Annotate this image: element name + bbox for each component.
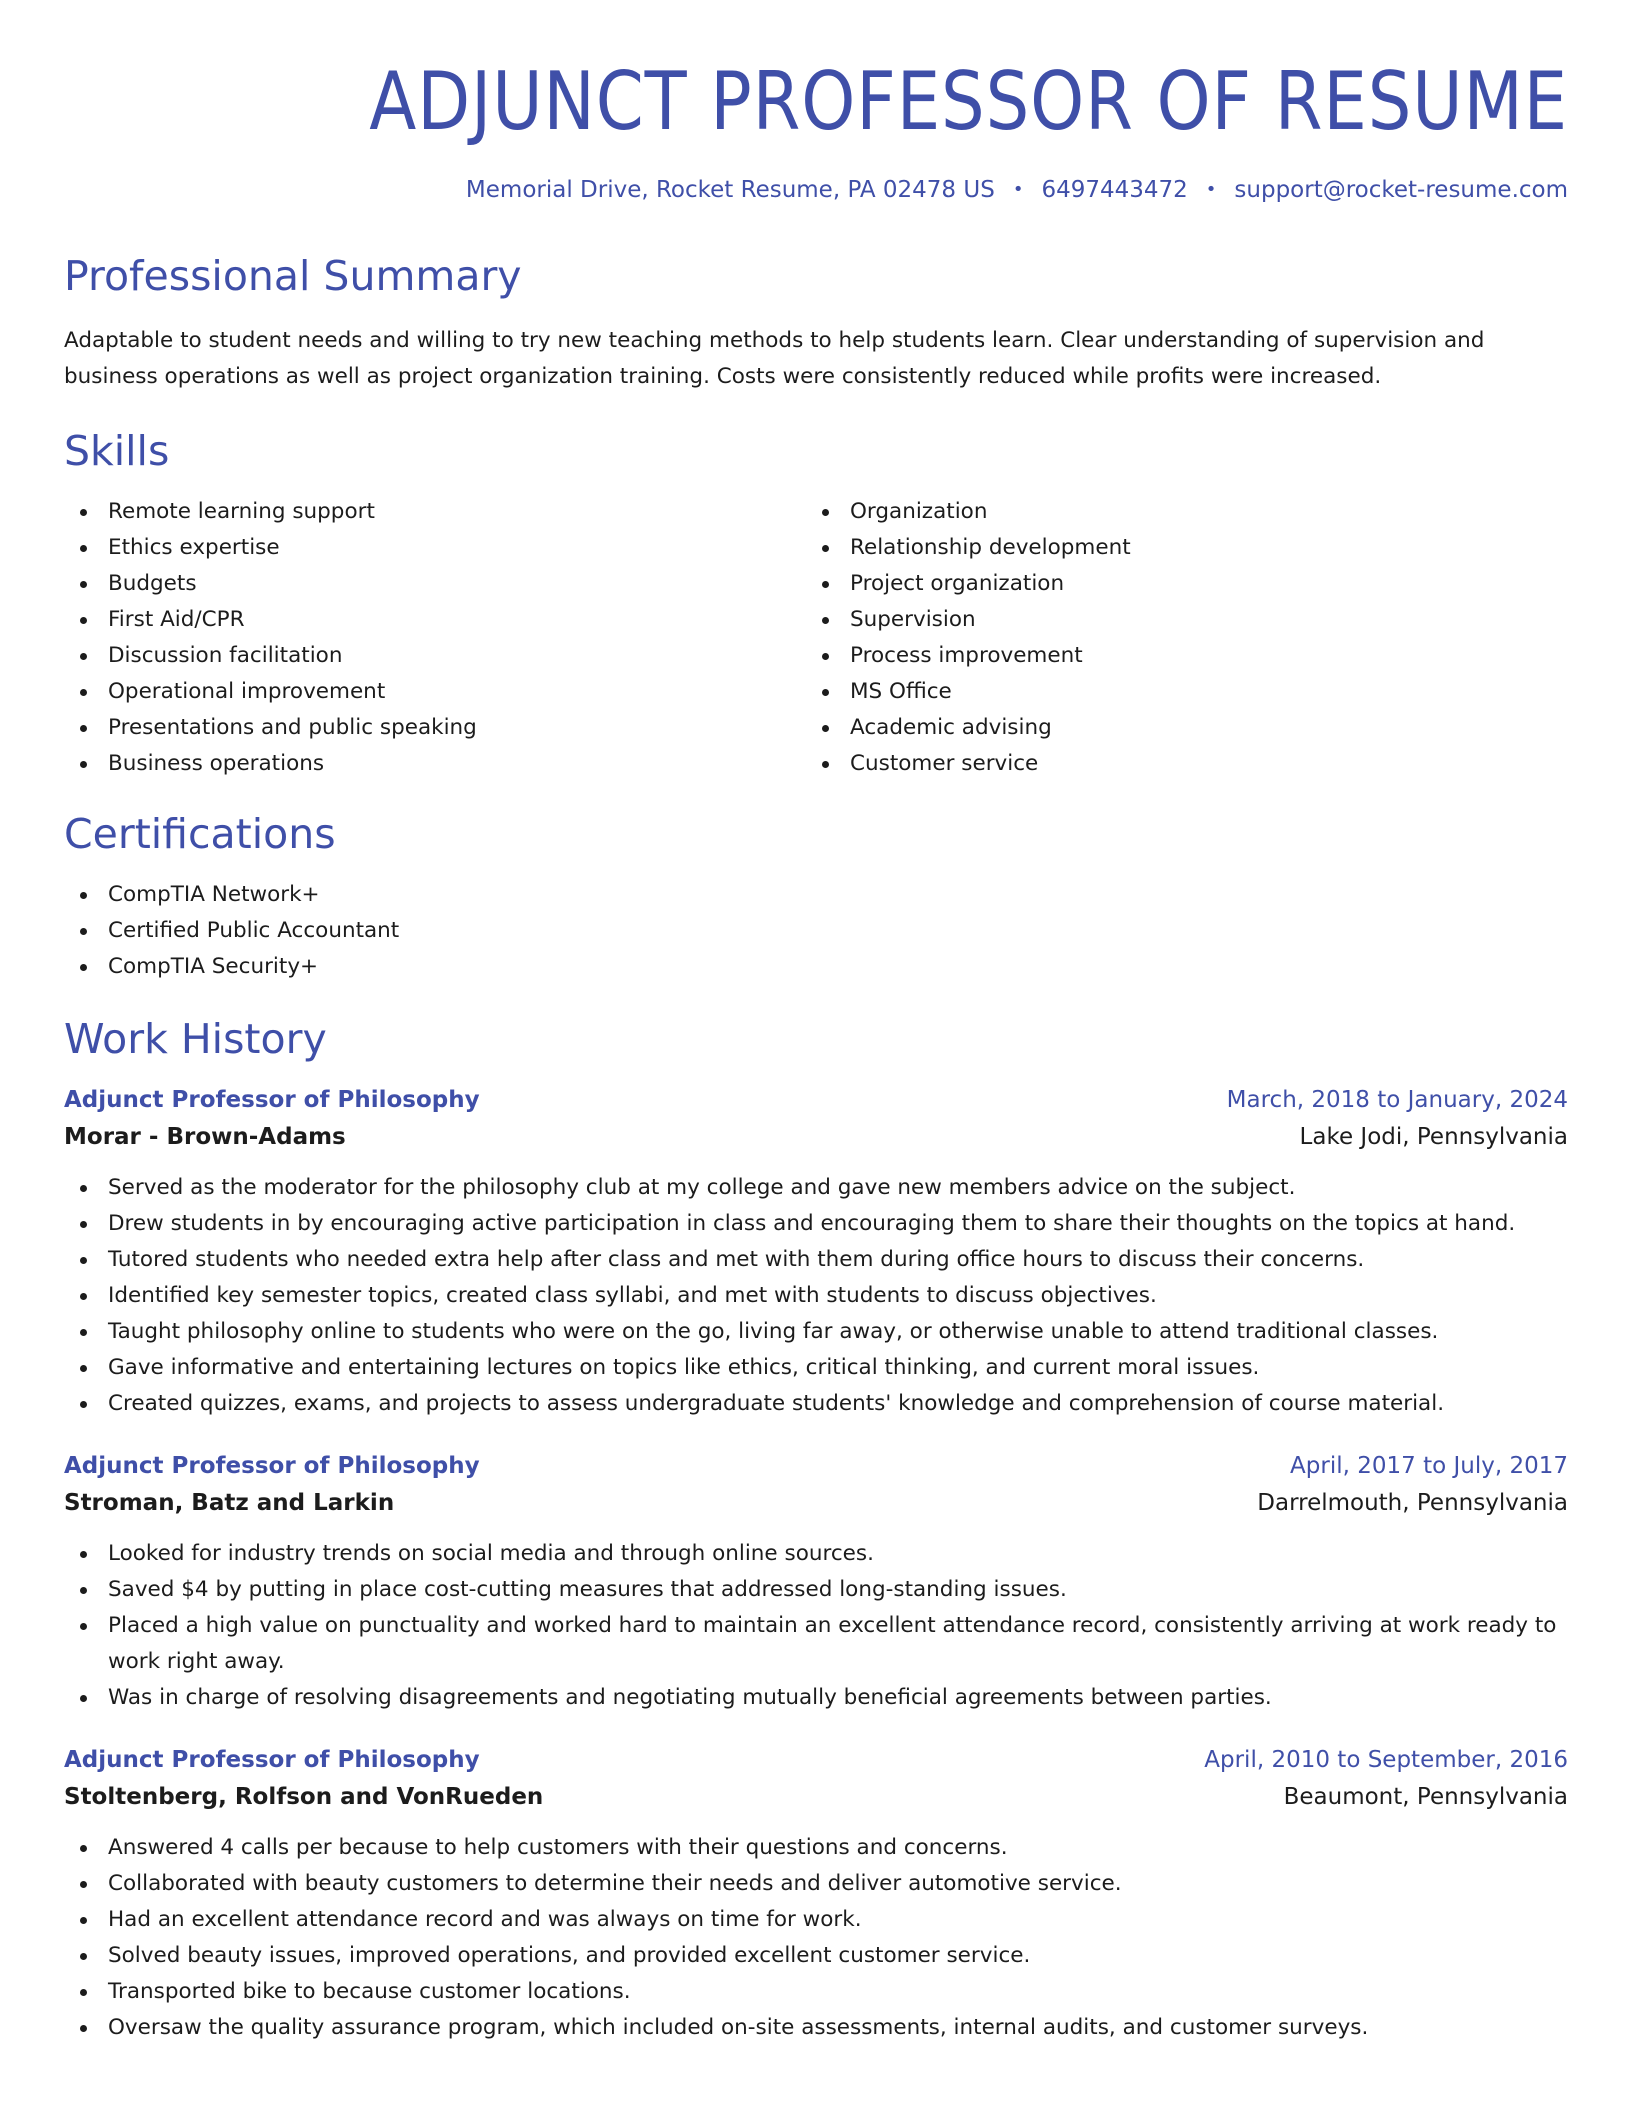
job-subheader xyxy=(64,1484,1568,1522)
job-subheader xyxy=(64,1778,1568,1816)
job-dates: April, 2017 to July, 2017 xyxy=(1290,1453,1568,1479)
job-bullet: Transported bike to because customer locations. xyxy=(64,1974,1568,2010)
job-company: Stroman, Batz and Larkin xyxy=(64,1490,395,1516)
skill-item: MS Office xyxy=(806,674,1548,710)
resume-name-heading: ADJUNCT PROFESSOR OF RESUME xyxy=(369,55,1568,148)
certification-item: CompTIA Security+ xyxy=(64,949,1568,985)
job-entry xyxy=(64,1742,1568,2046)
job-bullet: Oversaw the quality assurance program, which included on-site assessments, internal audits, and customer surveys. xyxy=(64,2010,1568,2046)
job-dates: March, 2018 to January, 2024 xyxy=(1226,1087,1568,1113)
job-title: Adjunct Professor of Philosophy xyxy=(64,1087,480,1113)
job-bullet: Drew students in by encouraging active participation in class and encouraging them to share their thoughts on the topics at hand. xyxy=(64,1206,1568,1242)
skill-item: Process improvement xyxy=(806,638,1548,674)
skills-column-left xyxy=(64,494,806,782)
job-header xyxy=(64,1742,1568,1778)
job-company: Stoltenberg, Rolfson and VonRueden xyxy=(64,1784,544,1810)
job-bullets xyxy=(64,1830,1568,2046)
skills-list xyxy=(64,494,1568,782)
job-dates: April, 2010 to September, 2016 xyxy=(1204,1747,1568,1773)
contact-phone: 6497443472 xyxy=(1041,177,1188,203)
job-bullet: Identified key semester topics, created class syllabi, and met with students to discuss objectives. xyxy=(64,1278,1568,1314)
skill-item: Academic advising xyxy=(806,710,1548,746)
skill-item: Relationship development xyxy=(806,530,1548,566)
skill-item: First Aid/CPR xyxy=(64,602,806,638)
skill-item: Remote learning support xyxy=(64,494,806,530)
skill-item: Ethics expertise xyxy=(64,530,806,566)
job-bullet: Looked for industry trends on social media and through online sources. xyxy=(64,1536,1568,1572)
job-bullets xyxy=(64,1170,1568,1422)
contact-email[interactable]: support@rocket-resume.com xyxy=(1234,177,1568,203)
certification-item: CompTIA Network+ xyxy=(64,877,1568,913)
skill-item: Budgets xyxy=(64,566,806,602)
job-bullet: Answered 4 calls per because to help customers with their questions and concerns. xyxy=(64,1830,1568,1866)
skill-item: Project organization xyxy=(806,566,1548,602)
job-bullet: Saved $4 by putting in place cost-cutting measures that addressed long-standing issues. xyxy=(64,1572,1568,1608)
job-bullets xyxy=(64,1536,1568,1716)
job-company: Morar - Brown-Adams xyxy=(64,1124,346,1150)
contact-line xyxy=(64,176,1568,204)
job-subheader xyxy=(64,1118,1568,1156)
certifications-list xyxy=(64,877,1568,985)
job-bullet: Solved beauty issues, improved operations, and provided excellent customer service. xyxy=(64,1938,1568,1974)
skill-item: Operational improvement xyxy=(64,674,806,710)
job-bullet: Collaborated with beauty customers to determine their needs and deliver automotive service. xyxy=(64,1866,1568,1902)
skill-item: Presentations and public speaking xyxy=(64,710,806,746)
job-bullet: Created quizzes, exams, and projects to assess undergraduate students' knowledge and comprehension of course material. xyxy=(64,1386,1568,1422)
job-header xyxy=(64,1082,1568,1118)
job-bullet: Was in charge of resolving disagreements and negotiating mutually beneficial agreements between parties. xyxy=(64,1680,1568,1716)
job-bullet: Had an excellent attendance record and was always on time for work. xyxy=(64,1902,1568,1938)
job-bullet: Placed a high value on punctuality and worked hard to maintain an excellent attendance record, consistently arriving at work ready to work right away. xyxy=(64,1608,1568,1680)
resume-page xyxy=(64,0,1568,2046)
skill-item: Supervision xyxy=(806,602,1548,638)
certification-item: Certified Public Accountant xyxy=(64,913,1568,949)
job-title: Adjunct Professor of Philosophy xyxy=(64,1453,480,1479)
job-location: Darrelmouth, Pennsylvania xyxy=(1257,1490,1568,1516)
skill-item: Discussion facilitation xyxy=(64,638,806,674)
job-bullet: Tutored students who needed extra help after class and met with them during office hours to discuss their concerns. xyxy=(64,1242,1568,1278)
job-title: Adjunct Professor of Philosophy xyxy=(64,1747,480,1773)
work-history-heading: Work History xyxy=(64,1015,327,1063)
summary-text: Adaptable to student needs and willing to try new teaching methods to help students learn. Clear understanding of supervision and business operations as well as project organization training. Costs were consistently reduced while profits were increased. xyxy=(64,328,1485,389)
job-entry xyxy=(64,1448,1568,1716)
skill-item: Organization xyxy=(806,494,1548,530)
certifications-heading: Certifications xyxy=(64,810,336,858)
job-location: Beaumont, Pennsylvania xyxy=(1283,1784,1568,1810)
summary-heading: Professional Summary xyxy=(64,252,522,300)
skills-heading: Skills xyxy=(64,427,170,475)
job-bullet: Served as the moderator for the philosophy club at my college and gave new members advice on the subject. xyxy=(64,1170,1568,1206)
job-location: Lake Jodi, Pennsylvania xyxy=(1299,1124,1568,1150)
contact-separator: • xyxy=(1012,179,1024,200)
skill-item: Business operations xyxy=(64,746,806,782)
job-bullet: Gave informative and entertaining lectures on topics like ethics, critical thinking, and current moral issues. xyxy=(64,1350,1568,1386)
contact-separator: • xyxy=(1205,179,1217,200)
job-entry xyxy=(64,1082,1568,1422)
job-header xyxy=(64,1448,1568,1484)
job-bullet: Taught philosophy online to students who were on the go, living far away, or otherwise unable to attend traditional classes. xyxy=(64,1314,1568,1350)
skills-column-right xyxy=(806,494,1548,782)
skill-item: Customer service xyxy=(806,746,1548,782)
contact-address: Memorial Drive, Rocket Resume, PA 02478 US xyxy=(465,177,995,203)
